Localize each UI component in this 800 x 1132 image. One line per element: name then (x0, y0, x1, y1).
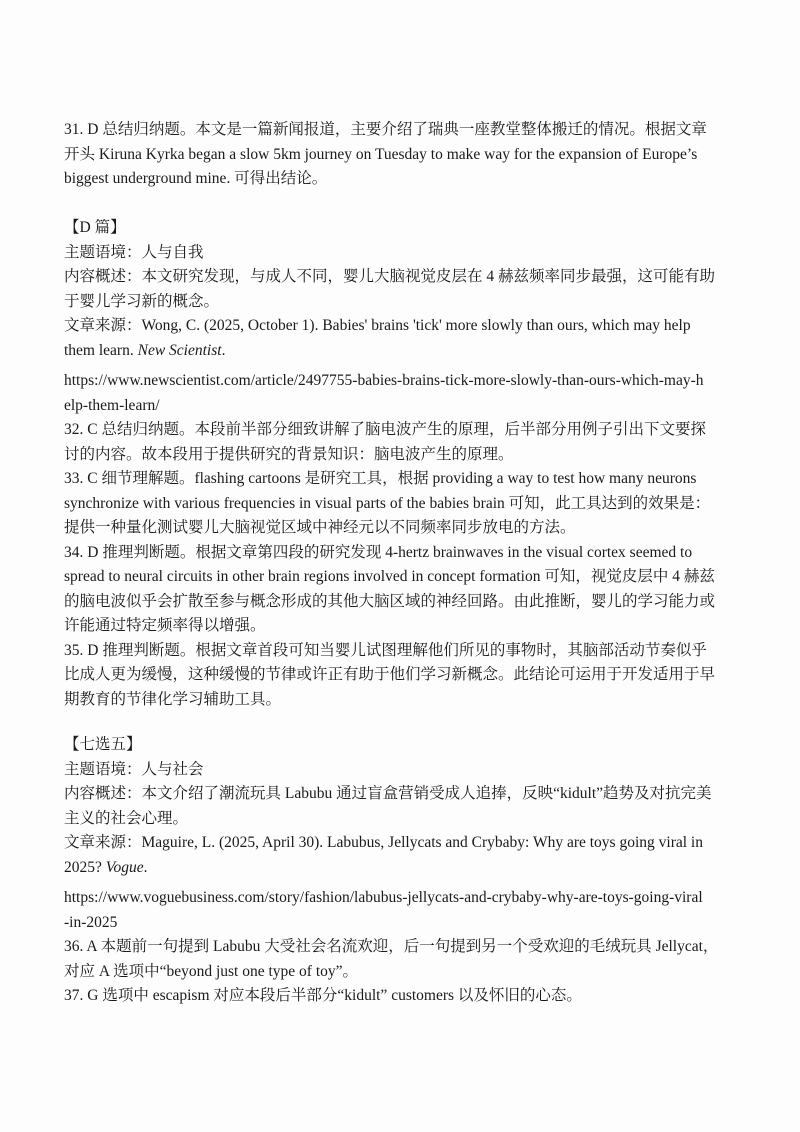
answer-36-line-2: 对应 A 选项中“beyond just one type of toy”。 (64, 962, 359, 980)
section-d-url-line-2: elp-them-learn/ (64, 396, 160, 414)
section-d-summary-line-2: 于婴儿学习新的概念。 (64, 292, 220, 310)
answer-34-line-1: 34. D 推理判断题。根据文章第四段的研究发现 4-hertz brainwaves in the visual cortex seemed to (64, 543, 693, 561)
answer-35-line-3: 期教育的节律化学习辅助工具。 (64, 690, 282, 708)
section-seven-theme: 主题语境：人与社会 (64, 760, 204, 778)
answer-33-line-1: 33. C 细节理解题。flashing cartoons 是研究工具，根据 providing a way to test how many neurons (64, 470, 697, 487)
answer-34-line-2: spread to neural circuits in other brain regions involved in concept formation 可知，视觉皮层中 4 赫兹 (64, 568, 715, 585)
section-seven-journal: Vogue (105, 858, 144, 876)
section-seven-url-line-2: -in-2025 (64, 913, 118, 931)
answer-34-line-4: 许能通过特定频率得以增强。 (64, 617, 266, 634)
answer-37-line-1: 37. G 选项中 escapism 对应本段后半部分“kidult” customers 以及怀旧的心态。 (64, 987, 582, 1004)
answer-31-line-1: 31. D 总结归纳题。本文是一篇新闻报道，主要介绍了瑞典一座教堂整体搬迁的情况。根据文章 (64, 121, 707, 138)
section-d-url-line-1: https://www.newscientist.com/article/2497755-babies-brains-tick-more-slowly-than-ours-which-may-h (64, 372, 704, 389)
section-d-source-suffix: . (221, 341, 226, 359)
section-d (64, 216, 740, 712)
section-seven-choose-five (64, 733, 740, 1009)
section-d-journal: New Scientist (137, 341, 222, 359)
answer-33-line-2: synchronize with various frequencies in visual parts of the babies brain 可知，此工具达到的效果是： (64, 494, 711, 512)
section-d-heading: 【D 篇】 (64, 219, 126, 236)
section-d-theme: 主题语境：人与自我 (64, 243, 204, 261)
section-seven-summary-line-2: 主义的社会心理。 (64, 809, 189, 827)
section-d-summary-line-1: 内容概述：本文研究发现，与成人不同，婴儿大脑视觉皮层在 4 赫兹频率同步最强，这可能有助 (64, 268, 716, 285)
section-d-source-prefix: them learn. (64, 341, 138, 359)
section-seven-url-line-1: https://www.voguebusiness.com/story/fashion/labubus-jellycats-and-crybaby-why-are-toys-going-viral (64, 889, 703, 906)
answer-31 (64, 118, 740, 192)
section-seven-heading: 【七选五】 (64, 736, 142, 753)
section-seven-summary-line-1: 内容概述：本文介绍了潮流玩具 Labubu 通过盲盒营销受成人追捧，反映“kidult”趋势及对抗完美 (64, 785, 712, 802)
answer-35-line-2: 比成人更为缓慢，这种缓慢的节律或许正有助于他们学习新概念。此结论可运用于开发适用于早 (64, 666, 716, 683)
answer-32-line-1: 32. C 总结归纳题。本段前半部分细致讲解了脑电波产生的原理，后半部分用例子引出下文要探 (64, 421, 706, 438)
section-seven-source-prefix: 2025? (64, 858, 106, 876)
answer-31-line-3: biggest underground mine. 可得出结论。 (64, 170, 328, 187)
section-seven-source-line-1: 文章来源：Maguire, L. (2025, April 30). Labubus, Jellycats and Crybaby: Why are toys going viral in (64, 834, 703, 851)
answer-36-line-1: 36. A 本题前一句提到 Labubu 大受社会名流欢迎，后一句提到另一个受欢迎的毛绒玩具 Jellycat， (64, 938, 719, 955)
answer-34-line-3: 的脑电波似乎会扩散至参与概念形成的其他大脑区域的神经回路。由此推断，婴儿的学习能力或 (64, 592, 716, 610)
answer-35-line-1: 35. D 推理判断题。根据文章首段可知当婴儿试图理解他们所见的事物时，其脑部活动节奏似乎 (64, 641, 707, 659)
answer-33-line-3: 提供一种量化测试婴儿大脑视觉区域中神经元以不同频率同步放电的方法。 (64, 519, 576, 536)
answer-32-line-2: 讨的内容。故本段用于提供研究的背景知识：脑电波产生的原理。 (64, 445, 514, 463)
section-seven-source-suffix: . (143, 858, 148, 876)
section-d-source-line-2 (64, 339, 740, 364)
section-seven-source-line-2 (64, 856, 740, 881)
answer-31-line-2: 开头 Kiruna Kyrka began a slow 5km journey on Tuesday to make way for the expansion of Europe’s (64, 145, 698, 163)
section-d-source-line-1: 文章来源：Wong, C. (2025, October 1). Babies' brains 'tick' more slowly than ours, which may help (64, 317, 691, 334)
